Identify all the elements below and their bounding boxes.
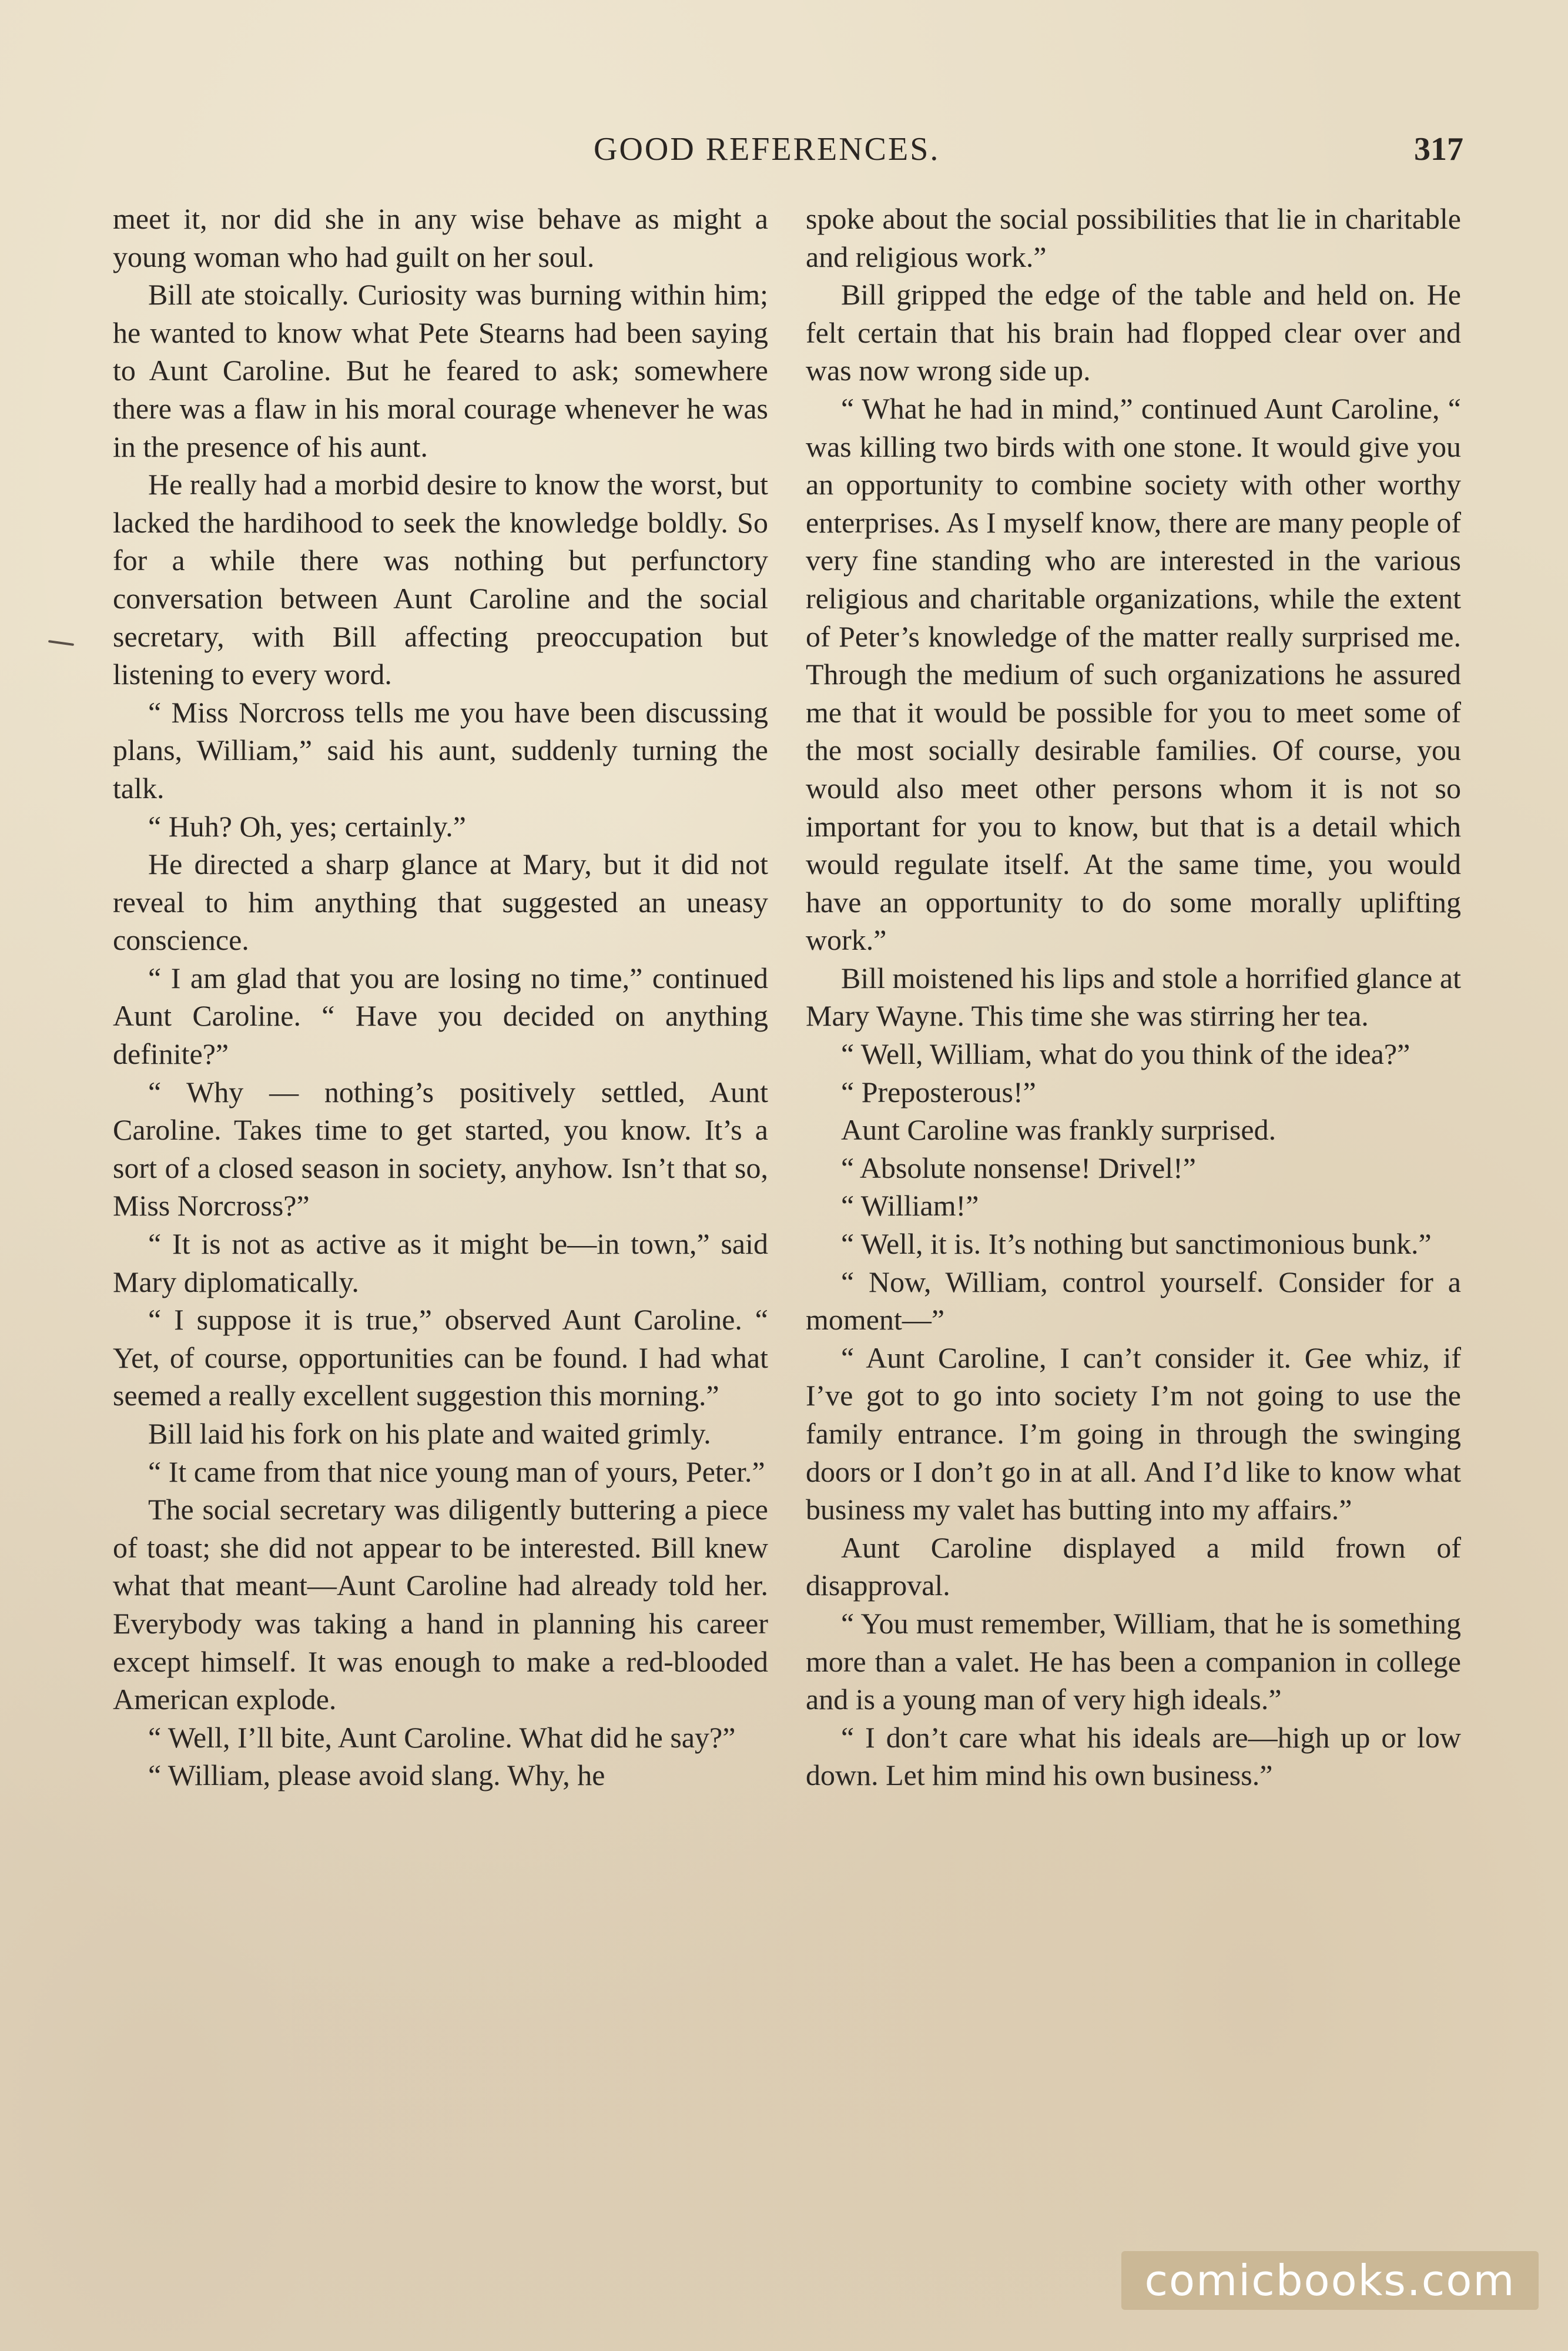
paragraph: He really had a morbid desire to know the worst, but lacked the hardihood to seek the knowledge boldly. So for a while there was nothing but perfunctory conversation between Aunt Caroline and the social secretary, with Bill affecting preoccupation but listening to every word. bbox=[113, 468, 768, 691]
paragraph: “ It is not as active as it might be—in town,” said Mary diplomatically. bbox=[113, 1227, 768, 1298]
paragraph: Bill gripped the edge of the table and held on. He felt certain that his brain had flopped clear over and was now wrong side up. bbox=[806, 278, 1461, 387]
paragraph: “ Well, it is. It’s nothing but sanctimonious bunk.” bbox=[841, 1227, 1432, 1261]
paragraph: “ What he had in mind,” continued Aunt Caroline, “ was killing two birds with one stone. It would give you an opportunity to combine society with other worthy enterprises. As I myself know, there are many people of very fine standing who are interested in the various religious and charitable organizations, while the extent of Peter’s knowledge of the matter really surprised me. Through the medium of such organizations he assured me that it would be possible for you to meet some of the most socially desirable families. Of course, you would also meet other persons whom it is not so important for you to know, but that is a detail which would regulate itself. At the same time, you would have an opportunity to do some morally uplifting work.” bbox=[806, 391, 1461, 957]
paragraph: “ You must remember, William, that he is something more than a valet. He has been a companion in college and is a young man of very high ideals.” bbox=[806, 1606, 1461, 1716]
watermark-logo: comicbooks.com bbox=[1121, 2251, 1539, 2310]
paragraph: Bill ate stoically. Curiosity was burning within him; he wanted to know what Pete Stearns had been saying to Aunt Caroline. But he feared to ask; somewhere there was a flaw in his moral courage whenever he was in the presence of his aunt. bbox=[113, 278, 768, 463]
page-header bbox=[112, 130, 1463, 178]
paragraph: Aunt Caroline displayed a mild frown of disapproval. bbox=[806, 1531, 1461, 1602]
paragraph: “ Miss Norcross tells me you have been discussing plans, William,” said his aunt, suddenly turning the talk. bbox=[113, 695, 768, 805]
left-column bbox=[113, 200, 768, 1794]
paragraph: meet it, nor did she in any wise behave as might a young woman who had guilt on her soul. bbox=[113, 202, 768, 273]
paragraph: “ Aunt Caroline, I can’t consider it. Gee whiz, if I’ve got to go into society I’m not going to use the family entrance. I’m going in through the swinging doors or I don’t go in at all. And I’d like to know what business my valet has butting into my affairs.” bbox=[806, 1341, 1461, 1526]
paragraph: Aunt Caroline was frankly surprised. bbox=[841, 1113, 1276, 1147]
paragraph: “ I am glad that you are losing no time,” continued Aunt Caroline. “ Have you decided on anything definite?” bbox=[113, 961, 768, 1071]
paragraph: “ Huh? Oh, yes; certainly.” bbox=[148, 809, 466, 843]
paragraph: “ I suppose it is true,” observed Aunt Caroline. “ Yet, of course, opportunities can be found. I had what seemed a really excellent suggestion this morning.” bbox=[113, 1303, 768, 1412]
running-title: GOOD REFERENCES. bbox=[594, 131, 940, 168]
margin-mark bbox=[48, 640, 74, 646]
paragraph: “ Absolute nonsense! Drivel!” bbox=[841, 1151, 1197, 1184]
paragraph: “ William!” bbox=[841, 1189, 979, 1223]
paragraph: “ Preposterous!” bbox=[841, 1075, 1036, 1108]
paragraph: The social secretary was diligently buttering a piece of toast; she did not appear to be interested. Bill knew what that meant—Aunt Caroline had already told her. Everybody was taking a hand in planning his career except himself. It was enough to make a red-blooded American explode. bbox=[113, 1493, 768, 1716]
paragraph: “ It came from that nice young man of yours, Peter.” bbox=[148, 1455, 765, 1488]
paragraph: “ William, please avoid slang. Why, he bbox=[148, 1759, 605, 1792]
paragraph: “ Well, William, what do you think of the idea?” bbox=[841, 1037, 1410, 1071]
paragraph: “ I don’t care what his ideals are—high up or low down. Let him mind his own business.” bbox=[806, 1720, 1461, 1792]
page-number: 317 bbox=[1414, 131, 1463, 168]
paragraph: spoke about the social possibilities that lie in charitable and religious work.” bbox=[806, 202, 1461, 273]
paragraph: He directed a sharp glance at Mary, but it did not reveal to him anything that suggested an uneasy conscience. bbox=[113, 848, 768, 957]
paragraph: “ Now, William, control yourself. Consider for a moment—” bbox=[806, 1265, 1461, 1337]
paragraph: Bill laid his fork on his plate and waited grimly. bbox=[148, 1417, 711, 1450]
paragraph: Bill moistened his lips and stole a horrified glance at Mary Wayne. This time she was stirring her tea. bbox=[806, 961, 1461, 1033]
right-column bbox=[806, 200, 1461, 1794]
paragraph: “ Why — nothing’s positively settled, Aunt Caroline. Takes time to get started, you know. It’s a sort of a closed season in society, anyhow. Isn’t that so, Miss Norcross?” bbox=[113, 1075, 768, 1223]
paragraph: “ Well, I’ll bite, Aunt Caroline. What did he say?” bbox=[148, 1720, 736, 1754]
